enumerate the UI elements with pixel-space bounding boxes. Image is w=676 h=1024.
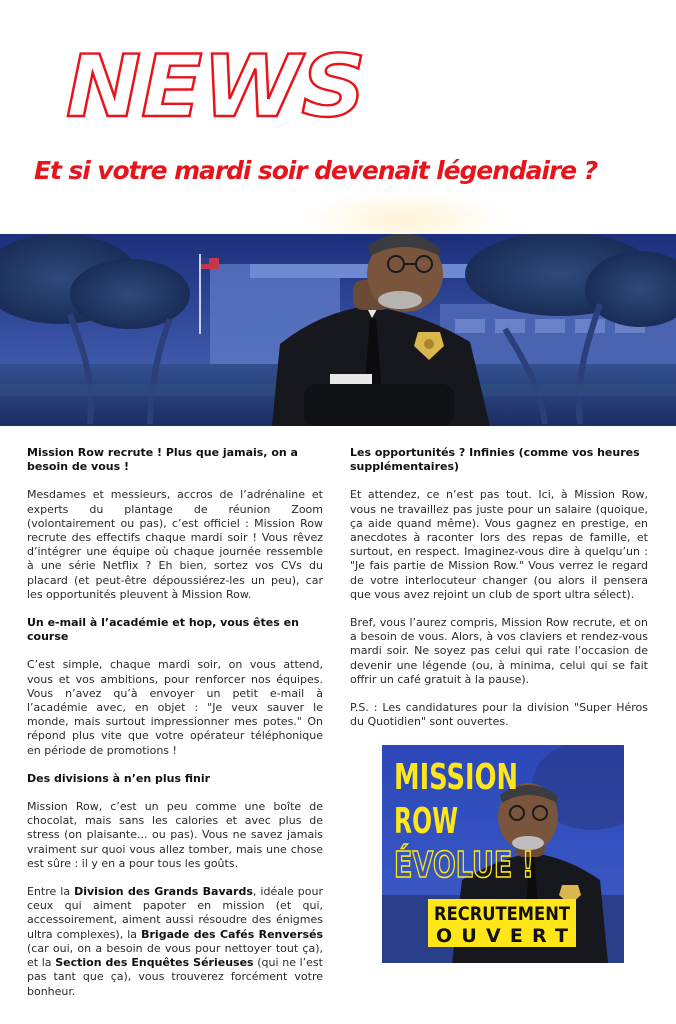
paragraph-ps: P.S. : Les candidatures pour la division "Super Héros du Quotidien" sont ouvertes.	[350, 701, 648, 729]
paragraph-division-list	[27, 885, 323, 999]
article-left-column	[27, 446, 323, 1013]
promo-line-row: ROW	[394, 801, 458, 842]
promo-line-mission: MISSION	[394, 757, 518, 798]
section-heading-recruitment: Mission Row recrute ! Plus que jamais, on a besoin de vous !	[27, 446, 298, 474]
section-heading-divisions: Des divisions à n’en plus finir	[27, 771, 211, 785]
text-run: , idéale pour ceux qui aiment papoter en mission (et qui, accessoirement, aiment aussi résoudre des énigmes ultra complexes), la	[27, 885, 324, 941]
badge-line-ouvert: OUVERT	[436, 925, 568, 947]
section-heading-email: Un e-mail à l’académie et hop, vous êtes en course	[27, 616, 299, 644]
section-heading-opportunities: Les opportunités ? Infinies (comme vos heures supplémentaires)	[350, 446, 640, 474]
news-title	[64, 44, 374, 124]
subtitle: Et si votre mardi soir devenait légendaire ?	[34, 156, 597, 185]
division-name: Brigade des Cafés Renversés	[141, 927, 323, 941]
paragraph-conclusion: Bref, vous l’aurez compris, Mission Row recrute, et on a besoin de vous. Alors, à vos claviers et rendez-vous mardi soir. Ne soyez pas celui qui rate l’occasion de devenir une légende (ou, à minima, celui qui se fait offrir un café gratuit à la pause).	[350, 616, 648, 686]
division-name: Section des Enquêtes Sérieuses	[55, 956, 254, 970]
paragraph-email: C’est simple, chaque mardi soir, on vous attend, vous et vos ambitions, pour renforcer nos équipes. Vous n’avez qu’à envoyer un petit e-mail à l’académie avec, en objet : "Je veux sauver le monde, mais surtout impressionner mes potes." On répond plus vite que votre opérateur téléphonique en période de promotions !	[27, 658, 323, 757]
banner-image	[0, 234, 676, 426]
promo-line-evolue: ÉVOLUE !	[394, 845, 581, 886]
division-name: Division des Grands Bavards	[74, 885, 253, 899]
paragraph-divisions: Mission Row, c’est un peu comme une boîte de chocolat, mais sans les calories et avec plus de stress (on plaisante... ou pas). Vous ne savez jamais vraiment sur quoi vous allez tomber, mais une chose est sûre : il y en a pour tous les goûts.	[27, 800, 323, 870]
text-run: Entre la	[27, 885, 75, 899]
article-right-column	[350, 446, 648, 743]
promo-poster	[382, 745, 624, 963]
text-run: (qui ne l’est pas tant que ça), vous trouverez forcément votre bonheur.	[27, 956, 323, 998]
news-title-text: NEWS	[66, 44, 366, 124]
badge-line-recrutement: RECRUTEMENT	[434, 903, 571, 925]
paragraph-opportunities: Et attendez, ce n’est pas tout. Ici, à Mission Row, vous ne travaillez pas juste pour un salaire (quoique, ça aide quand même). Vous gagnez en prestige, en anecdotes à raconter lors des repas de famille, et surtout, en respect. Imaginez-vous dire à quelqu’un : "Je fais partie de Mission Row." Vous verrez le regard de votre interlocuteur changer (ou alors il pensera que vous avez rejoint un club de sport ultra sélect).	[350, 488, 648, 601]
paragraph-intro: Mesdames et messieurs, accros de l’adrénaline et experts du plantage de réunion Zoom (volontairement ou pas), c’est officiel : Mission Row recrute des effectifs chaque mardi soir ! Vous rêvez d’intégrer une équipe où chaque journée ressemble à une série Netflix ? Eh bien, sortez vos CVs du placard (et peut-être dépoussiérez-les un peu), car les opportunités pleuvent à Mission Row.	[27, 488, 323, 601]
text-run: (car oui, on a besoin de vous pour nettoyer tout ça), et la	[27, 941, 323, 970]
